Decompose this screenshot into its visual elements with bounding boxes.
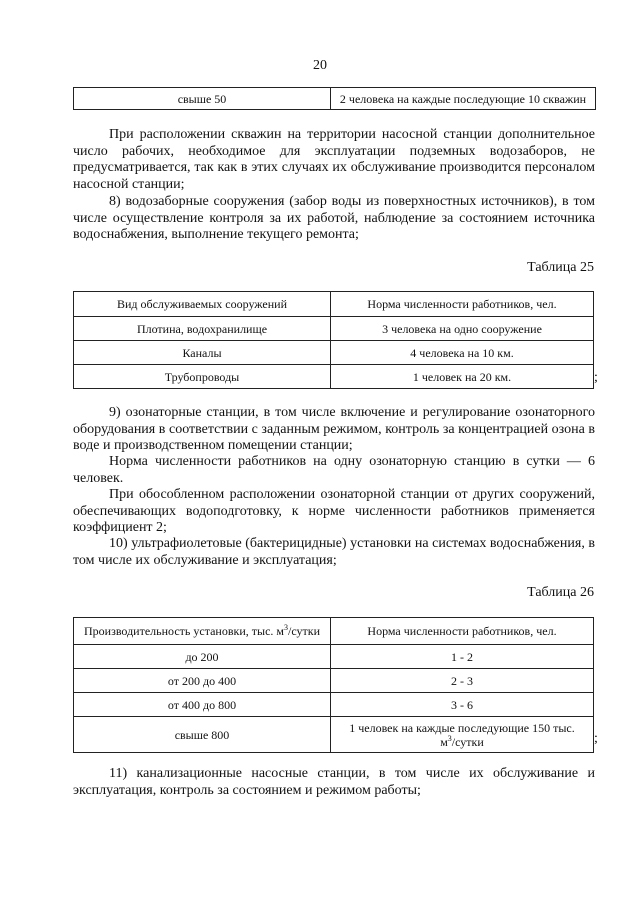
table-cell: от 400 до 800 xyxy=(74,693,331,717)
paragraph: 10) ультрафиолетовые (бактерицидные) установки на системах водоснабжения, в том числе их обслуживание и эксплуатация; xyxy=(73,536,595,568)
table-header-row xyxy=(74,292,594,317)
table-cell: 1 - 2 xyxy=(331,645,594,669)
paragraph: 8) водозаборные сооружения (забор воды из поверхностных источников), в том числе осуществление контроля за их работой, наблюдение за состоянием источника водоснабжения, выполнение текущего ремонта; xyxy=(73,194,595,242)
table-trailing-semicolon: ; xyxy=(594,370,598,385)
table-cell: 4 человека на 10 км. xyxy=(331,341,594,365)
table-cell: 2 - 3 xyxy=(331,669,594,693)
table-cell: свыше 800 xyxy=(74,717,331,753)
cell-line xyxy=(335,735,589,749)
paragraph: Норма численности работников на одну озонаторную станцию в сутки — 6 человек. xyxy=(73,454,595,486)
table-cell: Плотина, водохранилище xyxy=(74,317,331,341)
column-header: Вид обслуживаемых сооружений xyxy=(74,292,331,317)
table-cell: 3 - 6 xyxy=(331,693,594,717)
table-row xyxy=(74,365,594,389)
table-row xyxy=(74,693,594,717)
paragraph: 9) озонаторные станции, в том числе включение и регулирование озонаторного оборудования в соответствии с заданным режимом, контроль за концентрацией озона в воде и производственном помещении станции; xyxy=(73,405,595,453)
paragraph: При расположении скважин на территории насосной станции дополнительное число рабочих, необходимое для эксплуатации подземных водозаборов, не предусматривается, так как в этих случаях их обслуживание производится персоналом насосной станции; xyxy=(73,127,595,192)
header-text: Производительность установки, тыс. м xyxy=(84,624,284,638)
table-cell: 3 человека на одно сооружение xyxy=(331,317,594,341)
column-header: Норма численности работников, чел. xyxy=(331,618,594,645)
page-number: 20 xyxy=(313,58,327,73)
table-trailing-semicolon: ; xyxy=(594,731,598,746)
table-cell xyxy=(331,717,594,753)
top-table xyxy=(73,87,596,110)
paragraph: При обособленном расположении озонаторной станции от других сооружений, обеспечивающих водоподготовку, к норме численности работников применяется коэффициент 2; xyxy=(73,487,595,535)
column-header: Норма численности работников, чел. xyxy=(331,292,594,317)
table-row xyxy=(74,669,594,693)
table-row xyxy=(74,717,594,753)
table-cell: Трубопроводы xyxy=(74,365,331,389)
cell-text: /сутки xyxy=(451,734,484,749)
table-cell: Каналы xyxy=(74,341,331,365)
table-cell: 1 человек на 20 км. xyxy=(331,365,594,389)
table-cell: свыше 50 xyxy=(74,88,331,110)
table-caption: Таблица 25 xyxy=(527,260,594,275)
paragraph: 11) канализационные насосные станции, в том числе их обслуживание и эксплуатация, контроль за состоянием и режимом работы; xyxy=(73,766,595,798)
table-cell: от 200 до 400 xyxy=(74,669,331,693)
table-caption: Таблица 26 xyxy=(527,585,594,600)
table-row xyxy=(74,645,594,669)
table-row xyxy=(74,88,596,110)
table-25 xyxy=(73,291,594,389)
header-text: /сутки xyxy=(288,624,320,638)
table-26 xyxy=(73,617,594,753)
table-cell: 2 человека на каждые последующие 10 скважин xyxy=(331,88,596,110)
table-row xyxy=(74,317,594,341)
table-header-row xyxy=(74,618,594,645)
superscript: 3 xyxy=(284,623,288,632)
column-header xyxy=(74,618,331,645)
table-row xyxy=(74,341,594,365)
cell-line: 1 человек на каждые последующие 150 тыс. xyxy=(349,720,575,735)
table-cell: до 200 xyxy=(74,645,331,669)
cell-text: м xyxy=(440,734,448,749)
superscript: 3 xyxy=(447,733,452,743)
